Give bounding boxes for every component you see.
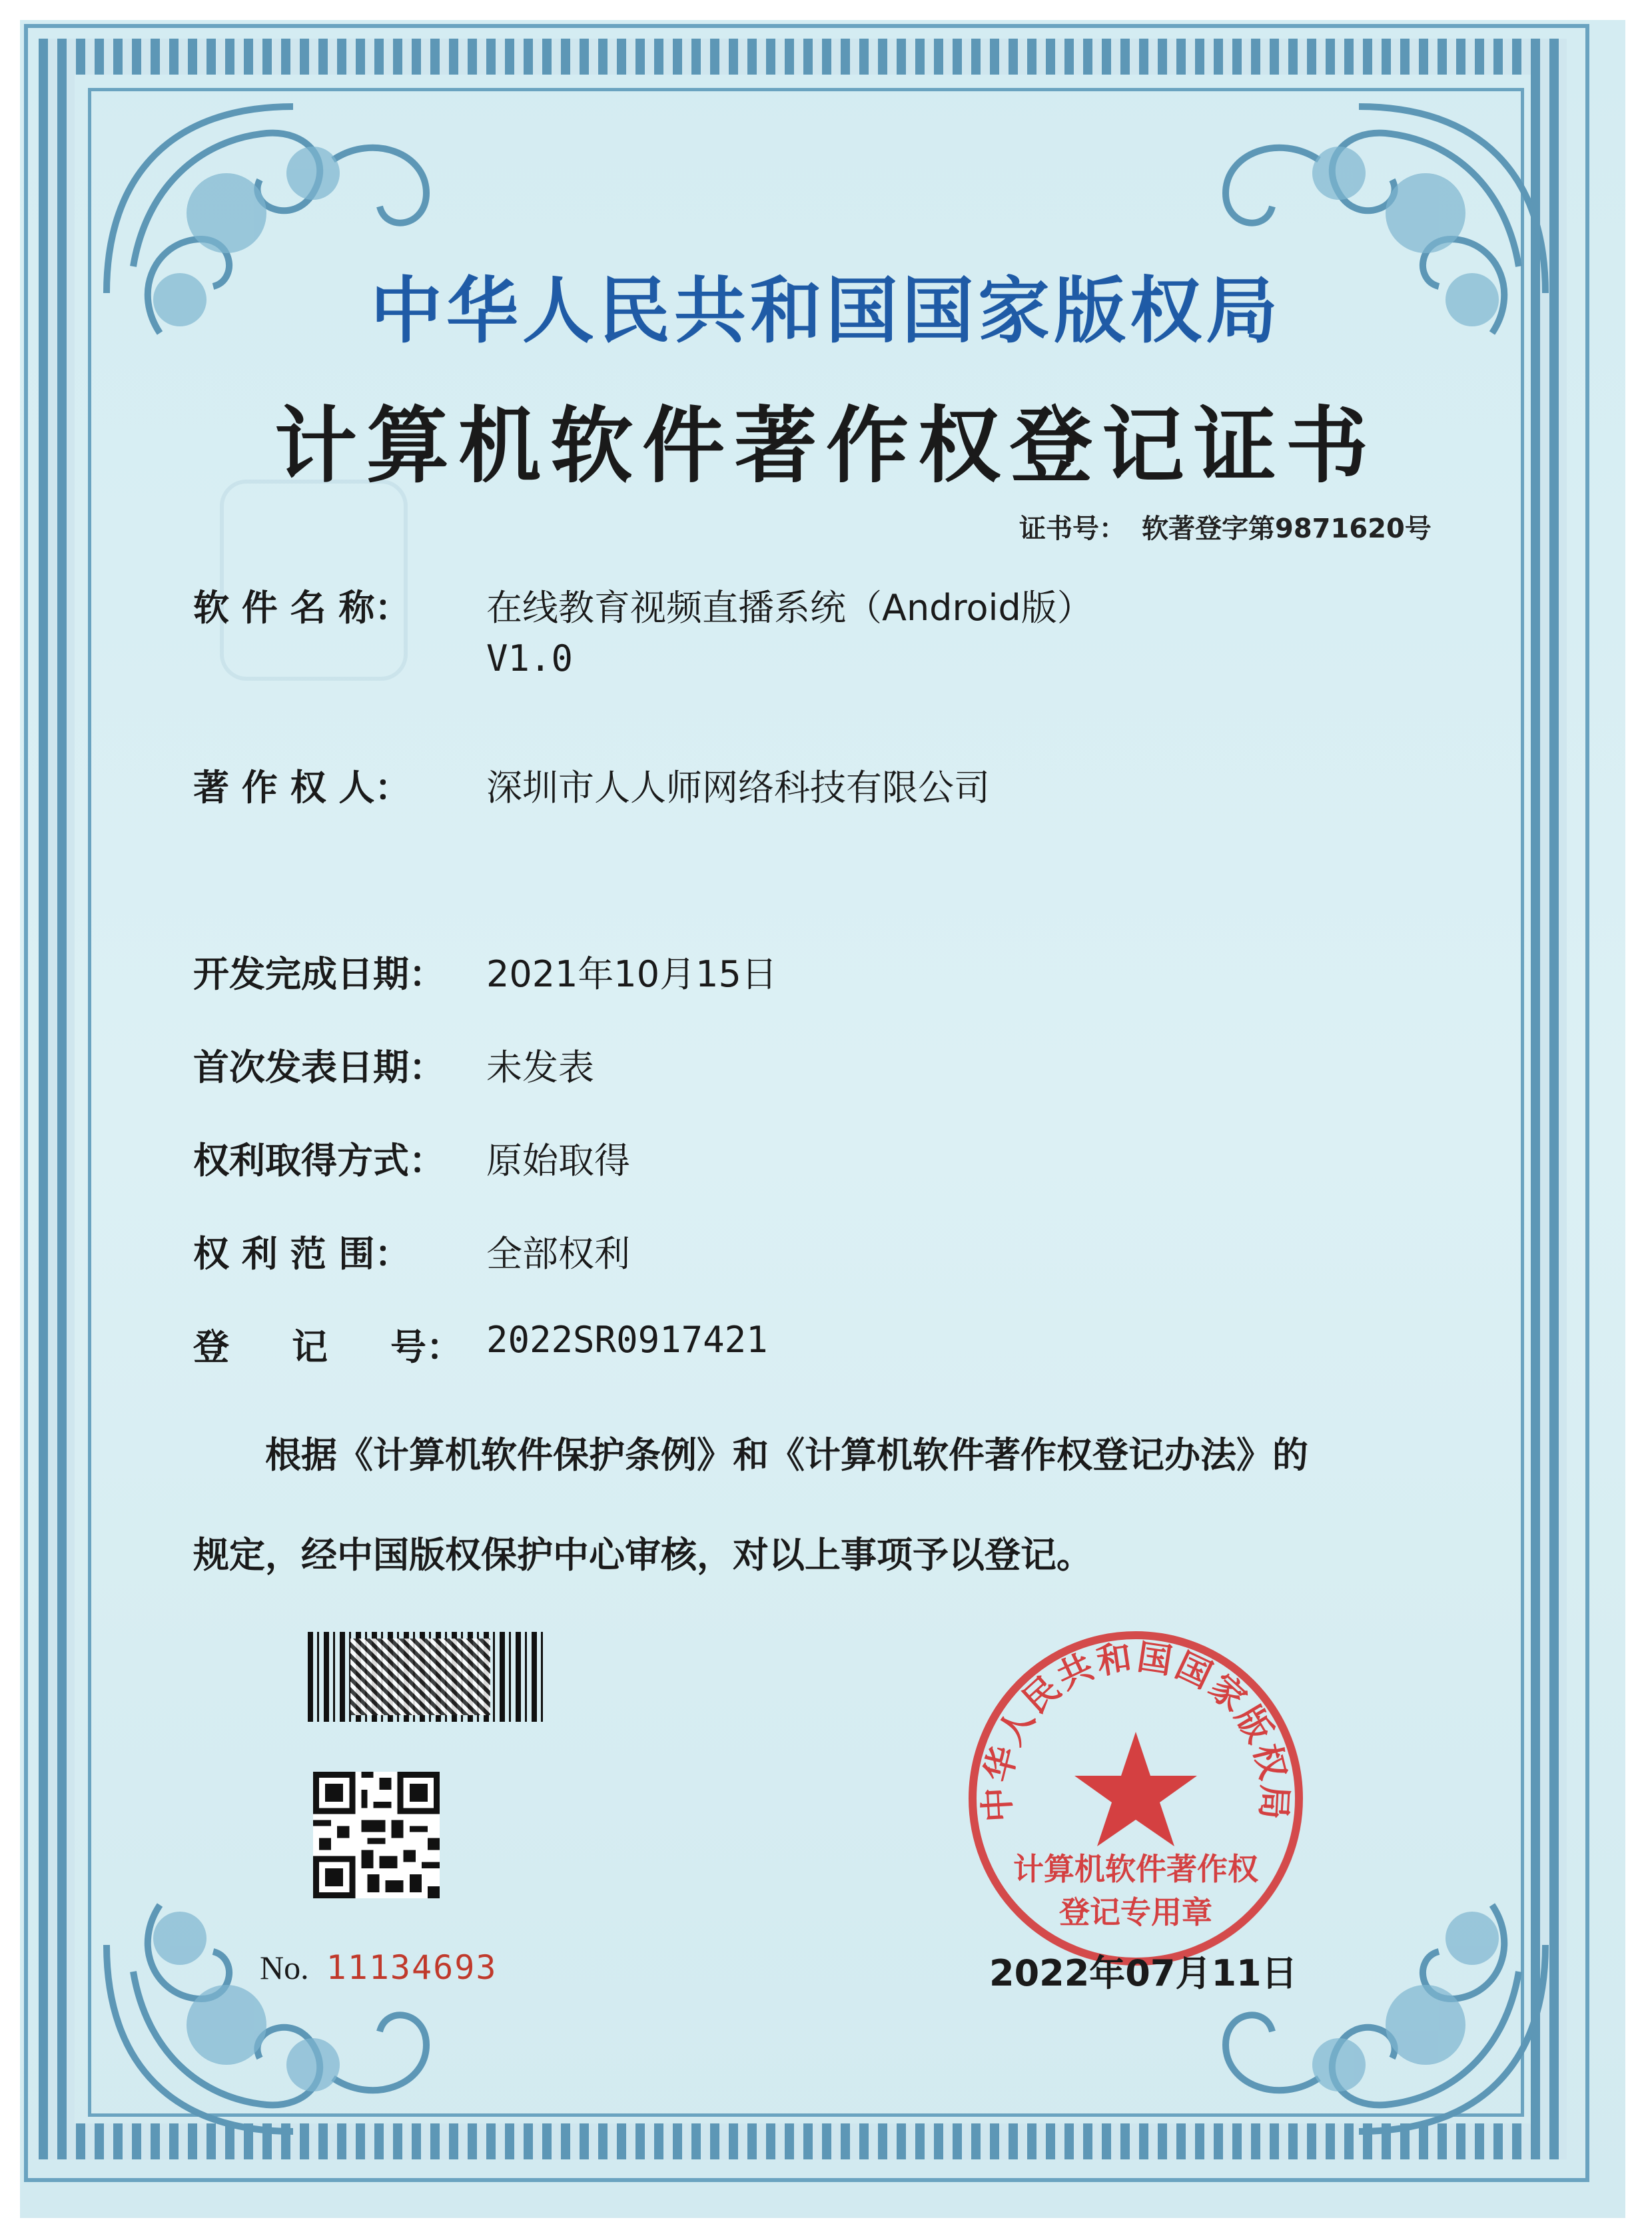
authority-title: 中华人民共和国国家版权局 <box>370 270 1282 353</box>
field-software-name <box>193 579 1093 679</box>
field-scope <box>193 1226 630 1277</box>
field-copyright-owner <box>193 759 990 811</box>
software-version: V1.0 <box>486 637 574 679</box>
field-label: 著 作 权 人： <box>193 767 411 809</box>
serial-value: 11134693 <box>326 1948 498 1987</box>
field-value: 2022SR0917421 <box>486 1319 768 1361</box>
field-value: 深圳市人人师网络科技有限公司 <box>486 767 990 809</box>
seal-ring-text: 中华人民共和国国家版权局 <box>977 1637 1295 1823</box>
field-label: 首次发表日期： <box>193 1046 445 1088</box>
field-registration-no <box>193 1319 768 1370</box>
field-label: 权 利 范 围： <box>193 1233 411 1275</box>
statement-line-2: 规定，经中国版权保护中心审核，对以上事项予以登记。 <box>193 1534 1092 1576</box>
field-value: 全部权利 <box>486 1233 630 1275</box>
certificate-number <box>1019 508 1432 546</box>
field-acquisition <box>193 1132 630 1184</box>
certificate-number-value: 软著登字第9871620号 <box>1142 514 1432 544</box>
field-value: 在线教育视频直播系统（Android版） <box>486 587 1093 629</box>
serial-number <box>260 1948 497 1987</box>
star-icon <box>1074 1732 1197 1846</box>
qr-code <box>313 1772 440 1898</box>
statement-line-1: 根据《计算机软件保护条例》和《计算机软件著作权登记办法》的 <box>265 1434 1308 1476</box>
field-value: 2021年10月15日 <box>486 953 777 995</box>
field-label: 开发完成日期： <box>193 953 445 995</box>
certificate-title: 计算机软件著作权登记证书 <box>274 398 1378 494</box>
registration-statement <box>193 1405 1459 1605</box>
field-first-publication <box>193 1039 594 1090</box>
barcode <box>308 1632 548 1722</box>
seal-line-2: 登记专用章 <box>1059 1894 1212 1930</box>
field-label: 软 件 名 称： <box>193 587 411 629</box>
field-completion-date <box>193 946 777 997</box>
official-seal <box>963 1625 1309 1972</box>
seal-line-1: 计算机软件著作权 <box>1013 1851 1258 1887</box>
field-value: 未发表 <box>486 1046 594 1088</box>
field-label: 登 记 号： <box>193 1326 462 1368</box>
certificate-number-label: 证书号： <box>1019 514 1126 544</box>
serial-prefix: No. <box>260 1949 309 1986</box>
field-value: 原始取得 <box>486 1140 630 1182</box>
issue-date: 2022年07月11日 <box>989 1952 1298 1994</box>
field-label: 权利取得方式： <box>193 1140 445 1182</box>
